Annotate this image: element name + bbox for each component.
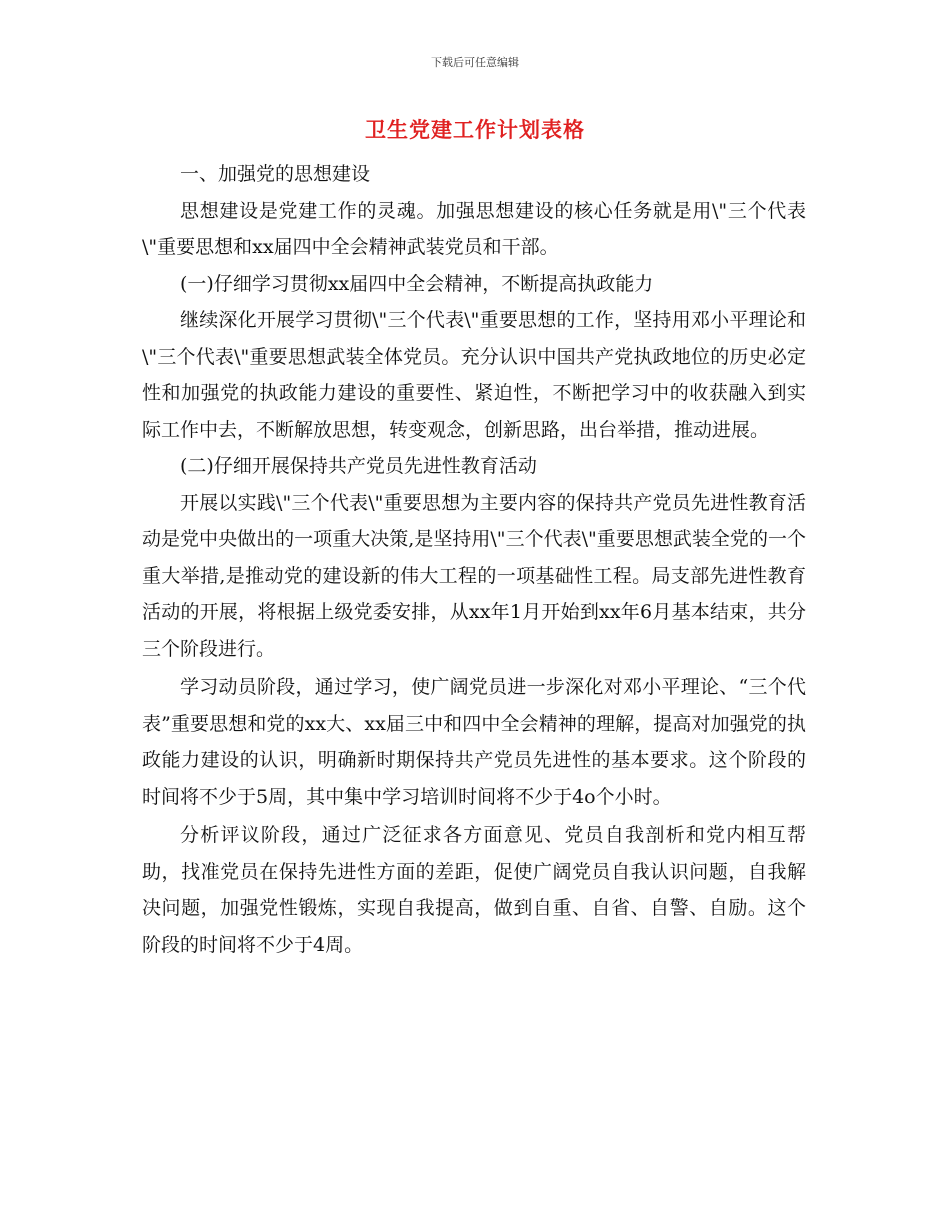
page-header-note: 下载后可任意编辑 bbox=[431, 56, 519, 69]
document-body bbox=[142, 156, 806, 963]
paragraph: 思想建设是党建工作的灵魂。加强思想建设的核心任务就是用\"三个代表\"重要思想和xx届四中全会精神武装党员和干部。 bbox=[142, 199, 806, 258]
paragraph: 开展以实践\"三个代表\"重要思想为主要内容的保持共产党员先进性教育活动是党中央做出的一项重大决策,是坚持用\"三个代表\"重要思想武装全党的一个重大举措,是推动党的建设新的伟大工程的一项基础性工程。局支部先进性教育活动的开展，将根据上级党委安排，从xx年1月开始到xx年6月基本结束，共分三个阶段进行。 bbox=[142, 491, 806, 660]
subsection-heading: (二)仔细开展保持共产党员先进性教育活动 bbox=[180, 455, 537, 477]
section-heading: 一、加强党的思想建设 bbox=[180, 163, 371, 185]
subsection-heading: (一)仔细学习贯彻xx届四中全会精神，不断提高执政能力 bbox=[180, 272, 654, 295]
document-title: 卫生党建工作计划表格 bbox=[365, 118, 585, 142]
paragraph: 学习动员阶段，通过学习，使广阔党员进一步深化对邓小平理论、“三个代表”重要思想和党的xx大、xx届三中和四中全会精神的理解，提高对加强党的执政能力建设的认识，明确新时期保持共产党员先进性的基本要求。这个阶段的时间将不少于5周，其中集中学习培训时间将不少于4o个小时。 bbox=[142, 676, 806, 808]
paragraph: 继续深化开展学习贯彻\"三个代表\"重要思想的工作，坚持用邓小平理论和\"三个代表\"重要思想武装全体党员。充分认识中国共产党执政地位的历史必定性和加强党的执政能力建设的重要性、紧迫性，不断把学习中的收获融入到实际工作中去，不断解放思想，转变观念，创新思路，出台举措，推动进展。 bbox=[142, 309, 806, 441]
paragraph: 分析评议阶段，通过广泛征求各方面意见、党员自我剖析和党内相互帮助，找准党员在保持先进性方面的差距，促使广阔党员自我认识问题，自我解决问题，加强党性锻炼，实现自我提高，做到自重、自省、自警、自励。这个阶段的时间将不少于4周。 bbox=[142, 824, 806, 956]
